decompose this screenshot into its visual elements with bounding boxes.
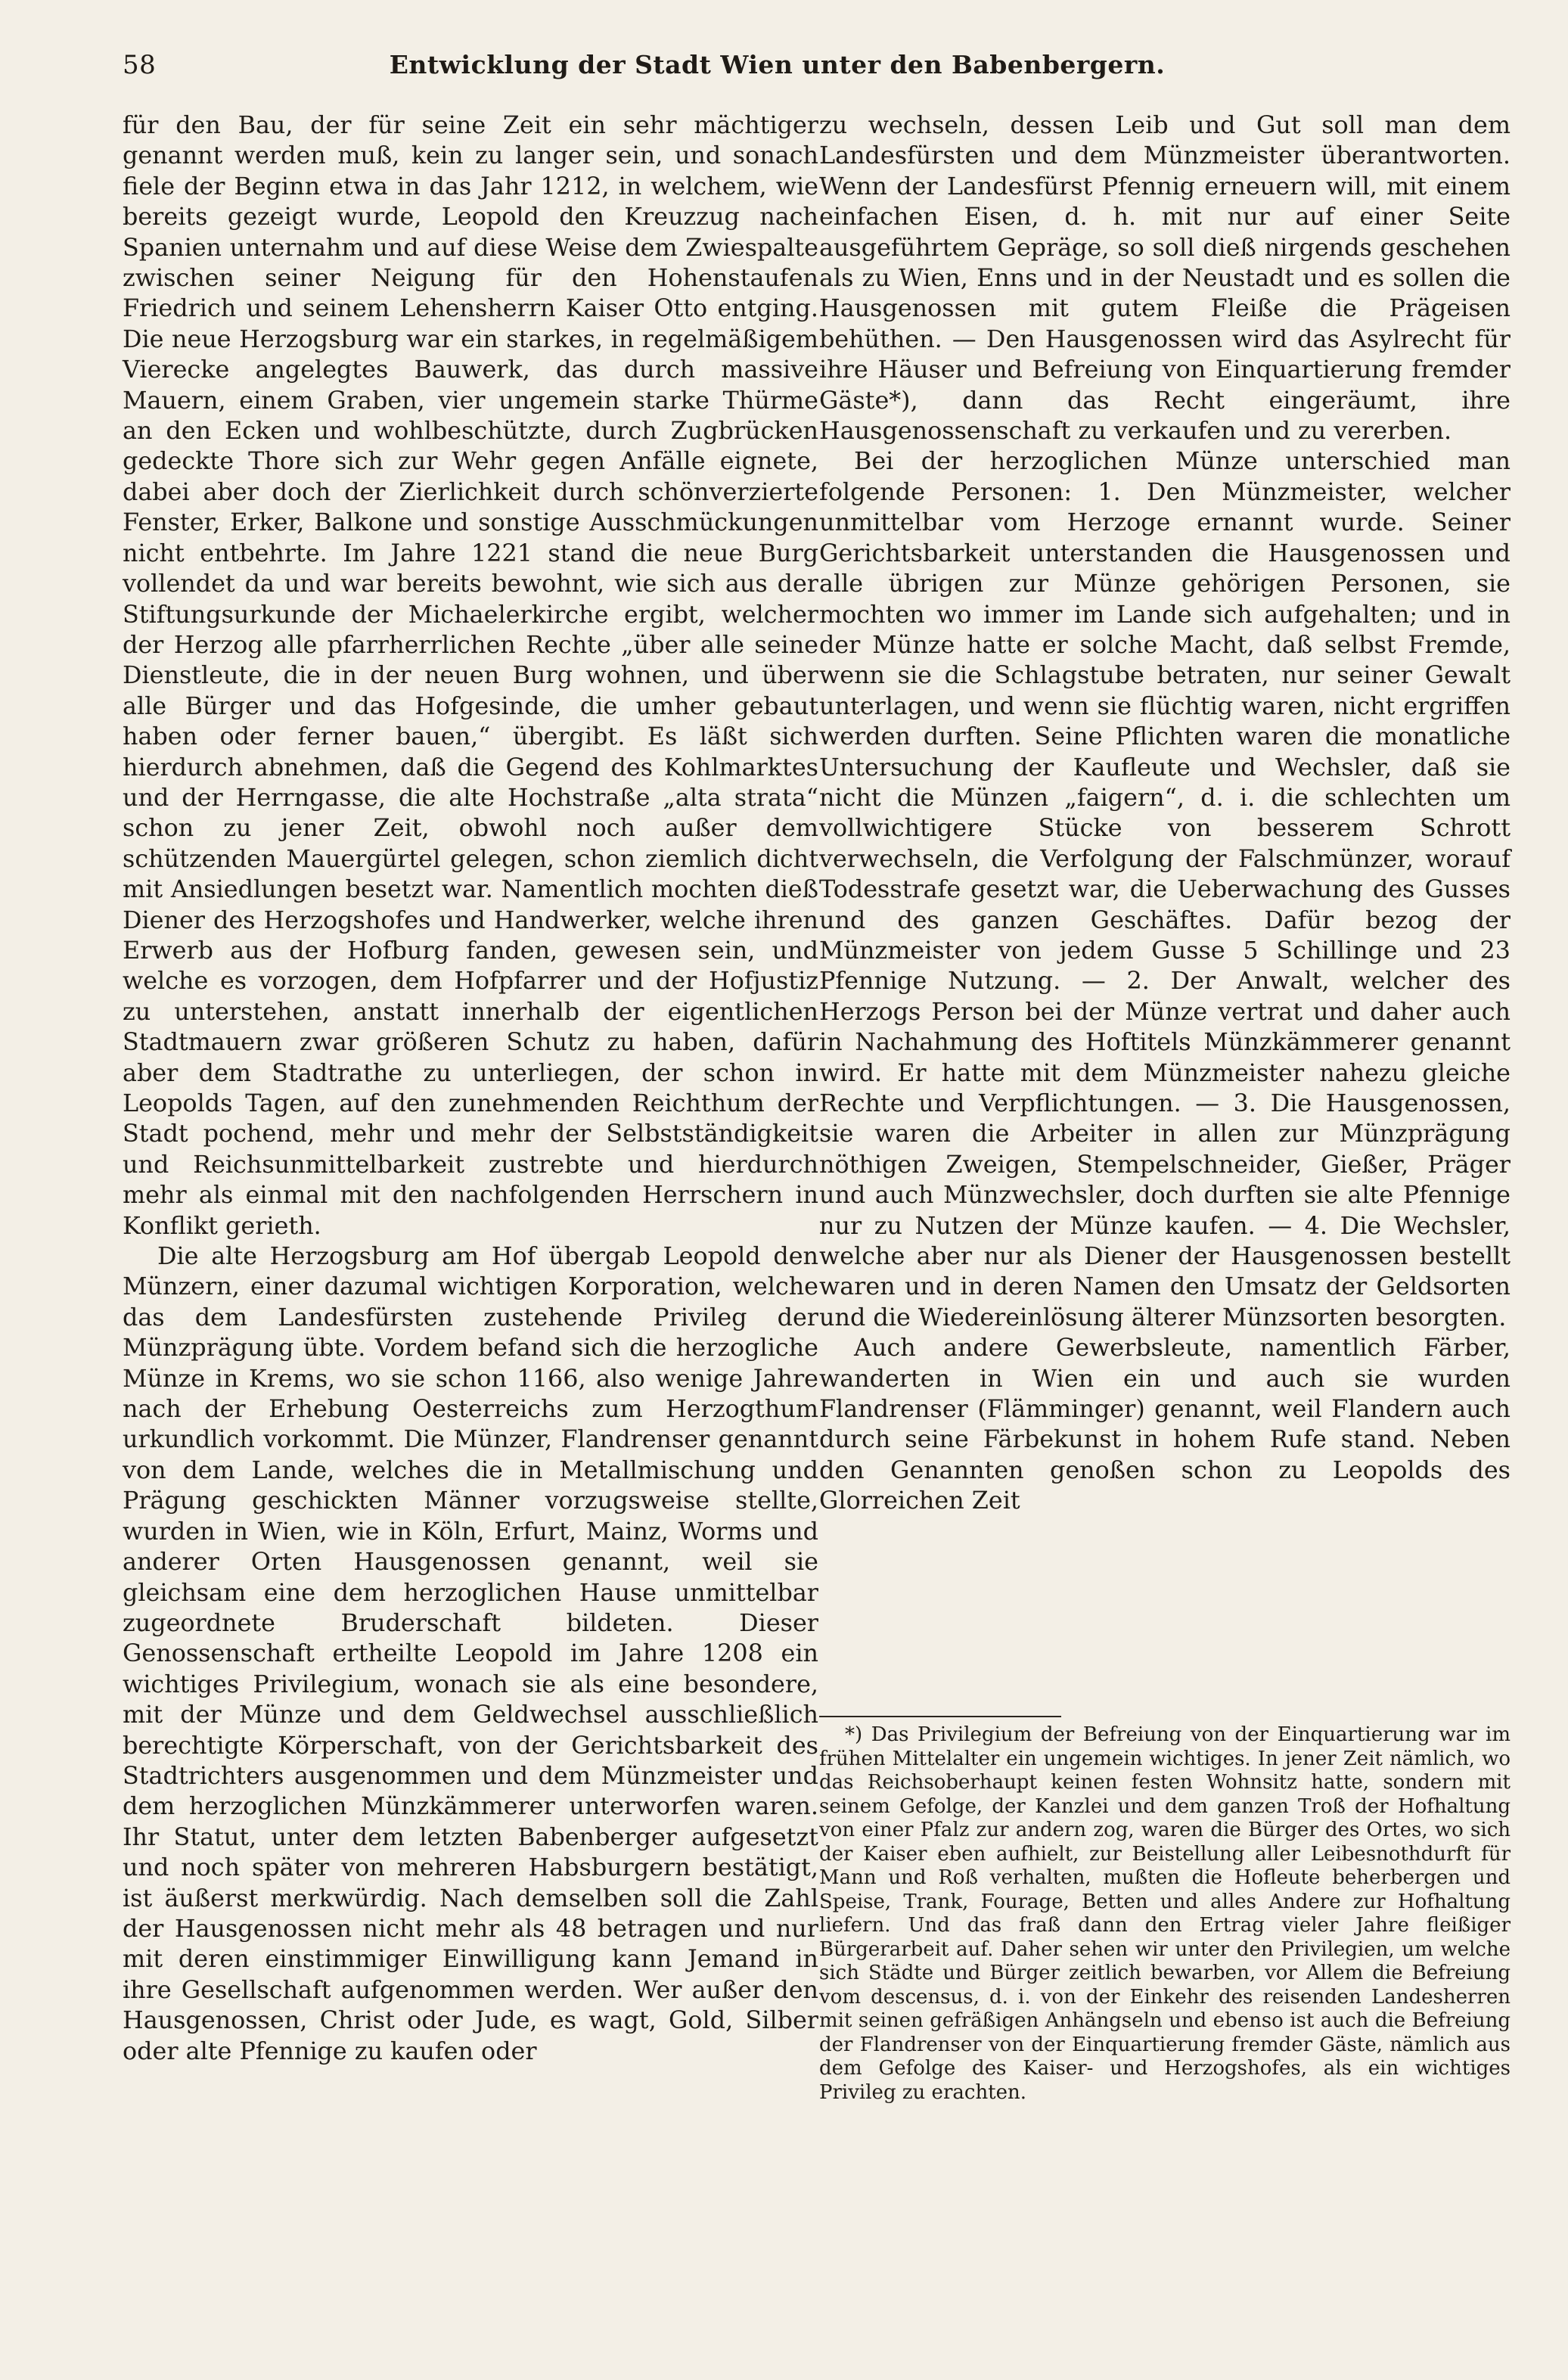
left-column: [123, 110, 818, 2067]
footnote-text: *) Das Privilegium der Befreiung von der Einquartierung war im frühen Mittelalter ein ungemein wichtiges. In jener Zeit nämlich, wo das Reichsoberhaupt keinen festen Wohnsitz hatte, sondern mit seinem Gefolge, der Kanzlei und dem ganzen Troß der Hofhaltung von einer Pfalz zur andern zog, waren die Bürger des Ortes, wo sich der Kaiser eben aufhielt, zur Beistellung aller Leibesnothdurft für Mann und Roß verhalten, mußten die Hofleute beherbergen und Speise, Trank, Fourage, Betten und alles Andere zur Hofhaltung liefern. Und das fraß dann den Ertrag vieler Jahre fleißiger Bürgerarbeit auf. Daher sehen wir unter den Privilegien, um welche sich Städte und Bürger zeitlich bewarben, vor Allem die Befreiung vom descensus, d. i. von der Einkehr des reisenden Landesherren mit seinen gefräßigen Anhängseln und ebenso ist auch die Befreiung der Flandrenser von der Einquartierung fremder Gäste, nämlich aus dem Gefolge des Kaiser- und Herzogshofes, als ein wichtiges Privileg zu erachten.: [819, 1723, 1511, 2104]
paragraph: zu wechseln, dessen Leib und Gut soll man dem Landesfürsten und dem Münzmeister überantworten. Wenn der Landesfürst Pfennig erneuern will, mit einem einfachen Eisen, d. h. mit nur auf einer Seite ausgeführtem Gepräge, so soll dieß nirgends geschehen als zu Wien, Enns und in der Neustadt und es sollen die Hausgenossen mit gutem Fleiße die Prägeisen behüthen. — Den Hausgenossen wird das Asylrecht für ihre Häuser und Befreiung von Einquartierung fremder Gäste*), dann das Recht eingeräumt, ihre Hausgenossenschaft zu verkaufen und zu vererben.: [819, 111, 1511, 446]
paragraph: Die alte Herzogsburg am Hof übergab Leopold den Münzern, einer dazumal wichtigen Korporation, welche das dem Landesfürsten zustehende Privileg der Münzprägung übte. Vordem befand sich die herzogliche Münze in Krems, wo sie schon 1166, also wenige Jahre nach der Erhebung Oesterreichs zum Herzogthum urkundlich vorkommt. Die Münzer, Flandrenser genannt von dem Lande, welches die in Metallmischung und Prägung geschickten Männer vorzugsweise stellte, wurden in Wien, wie in Köln, Erfurt, Mainz, Worms und anderer Orten Hausgenossen genannt, weil sie gleichsam eine dem herzoglichen Hause unmittelbar zugeordnete Bruderschaft bildeten. Dieser Genossenschaft ertheilte Leopold im Jahre 1208 ein wichtiges Privilegium, wonach sie als eine besondere, mit der Münze und dem Geldwechsel ausschließlich berechtigte Körperschaft, von der Gerichtsbarkeit des Stadtrichters ausgenommen und dem Münzmeister und dem herzoglichen Münzkämmerer unterworfen waren. Ihr Statut, unter dem letzten Babenberger aufgesetzt und noch später von mehreren Habsburgern bestätigt, ist äußerst merkwürdig. Nach demselben soll die Zahl der Hausgenossen nicht mehr als 48 betragen und nur mit deren einstimmiger Einwilligung kann Jemand in ihre Gesellschaft aufgenommen werden. Wer außer den Hausgenossen, Christ oder Jude, es wagt, Gold, Silber oder alte Pfennige zu kaufen oder: [123, 1242, 818, 2065]
running-header: [123, 50, 1432, 86]
right-column: [819, 110, 1511, 1517]
paragraph: Bei der herzoglichen Münze unterschied man folgende Personen: 1. Den Münzmeister, welcher unmittelbar vom Herzoge ernannt wurde. Seiner Gerichtsbarkeit unterstanden die Hausgenossen und alle übrigen zur Münze gehörigen Personen, sie mochten wo immer im Lande sich aufgehalten; und in der Münze hatte er solche Macht, daß selbst Fremde, wenn sie die Schlagstube betraten, nur seiner Gewalt unterlagen, und wenn sie flüchtig waren, nicht ergriffen werden durften. Seine Pflichten waren die monatliche Untersuchung der Kaufleute und Wechsler, daß sie nicht die Münzen „faigern“, d. i. die schlechten um vollwichtigere Stücke von besserem Schrott verwechseln, die Verfolgung der Falschmünzer, worauf Todesstrafe gesetzt war, die Ueberwachung des Gusses und des ganzen Geschäftes. Dafür bezog der Münzmeister von jedem Gusse 5 Schillinge und 23 Pfennige Nutzung. — 2. Der Anwalt, welcher des Herzogs Person bei der Münze vertrat und daher auch in Nachahmung des Hoftitels Münzkämmerer genannt wird. Er hatte mit dem Münzmeister nahezu gleiche Rechte und Verpflichtungen. — 3. Die Hausgenossen, sie waren die Arbeiter in allen zur Münzprägung nöthigen Zweigen, Stempelschneider, Gießer, Präger und auch Münzwechsler, doch durften sie alte Pfennige nur zu Nutzen der Münze kaufen. — 4. Die Wechsler, welche aber nur als Diener der Hausgenossen bestellt waren und in deren Namen den Umsatz der Geldsorten und die Wiedereinlösung älterer Münzsorten besorgten.: [819, 447, 1511, 1331]
running-title: Entwicklung der Stadt Wien unter den Babenbergern.: [389, 50, 1166, 79]
paragraph: Auch andere Gewerbsleute, namentlich Färber, wanderten in Wien ein und auch sie wurden Flandrenser (Flämminger) genannt, weil Flandern auch durch seine Färbekunst in hohem Rufe stand. Neben den Genannten genoßen schon zu Leopolds des Glorreichen Zeit: [819, 1334, 1511, 1515]
footnote: [819, 1716, 1511, 2105]
footnote-divider: [819, 1716, 1061, 1717]
paragraph: für den Bau, der für seine Zeit ein sehr mächtiger genannt werden muß, kein zu langer sein, und sonach fiele der Beginn etwa in das Jahr 1212, in welchem, wie bereits gezeigt wurde, Leopold den Kreuzzug nach Spanien unternahm und auf diese Weise dem Zwiespalte zwischen seiner Neigung für den Hohenstaufen Friedrich und seinem Lehensherrn Kaiser Otto entging. Die neue Herzogsburg war ein starkes, in regelmäßigem Vierecke angelegtes Bauwerk, das durch massive Mauern, einem Graben, vier ungemein starke Thürme an den Ecken und wohlbeschützte, durch Zugbrücken gedeckte Thore sich zur Wehr gegen Anfälle eignete, dabei aber doch der Zierlichkeit durch schönverzierte Fenster, Erker, Balkone und sonstige Ausschmückungen nicht entbehrte. Im Jahre 1221 stand die neue Burg vollendet da und war bereits bewohnt, wie sich aus der Stiftungsurkunde der Michaelerkirche ergibt, welcher der Herzog alle pfarrherrlichen Rechte „über alle seine Dienstleute, die in der neuen Burg wohnen, und über alle Bürger und das Hofgesinde, die umher gebaut haben oder ferner bauen,“ übergibt. Es läßt sich hierdurch abnehmen, daß die Gegend des Kohlmarktes und der Herrngasse, die alte Hochstraße „alta strata“ schon zu jener Zeit, obwohl noch außer dem schützenden Mauergürtel gelegen, schon ziemlich dicht mit Ansiedlungen besetzt war. Namentlich mochten dieß Diener des Herzogshofes und Handwerker, welche ihren Erwerb aus der Hofburg fanden, gewesen sein, und welche es vorzogen, dem Hofpfarrer und der Hofjustiz zu unterstehen, anstatt innerhalb der eigentlichen Stadtmauern zwar größeren Schutz zu haben, dafür aber dem Stadtrathe zu unterliegen, der schon in Leopolds Tagen, auf den zunehmenden Reichthum der Stadt pochend, mehr und mehr der Selbstständigkeit und Reichsunmittelbarkeit zustrebte und hierdurch mehr als einmal mit den nachfolgenden Herrschern in Konflikt gerieth.: [123, 111, 818, 1240]
page-number: 58: [123, 50, 157, 80]
